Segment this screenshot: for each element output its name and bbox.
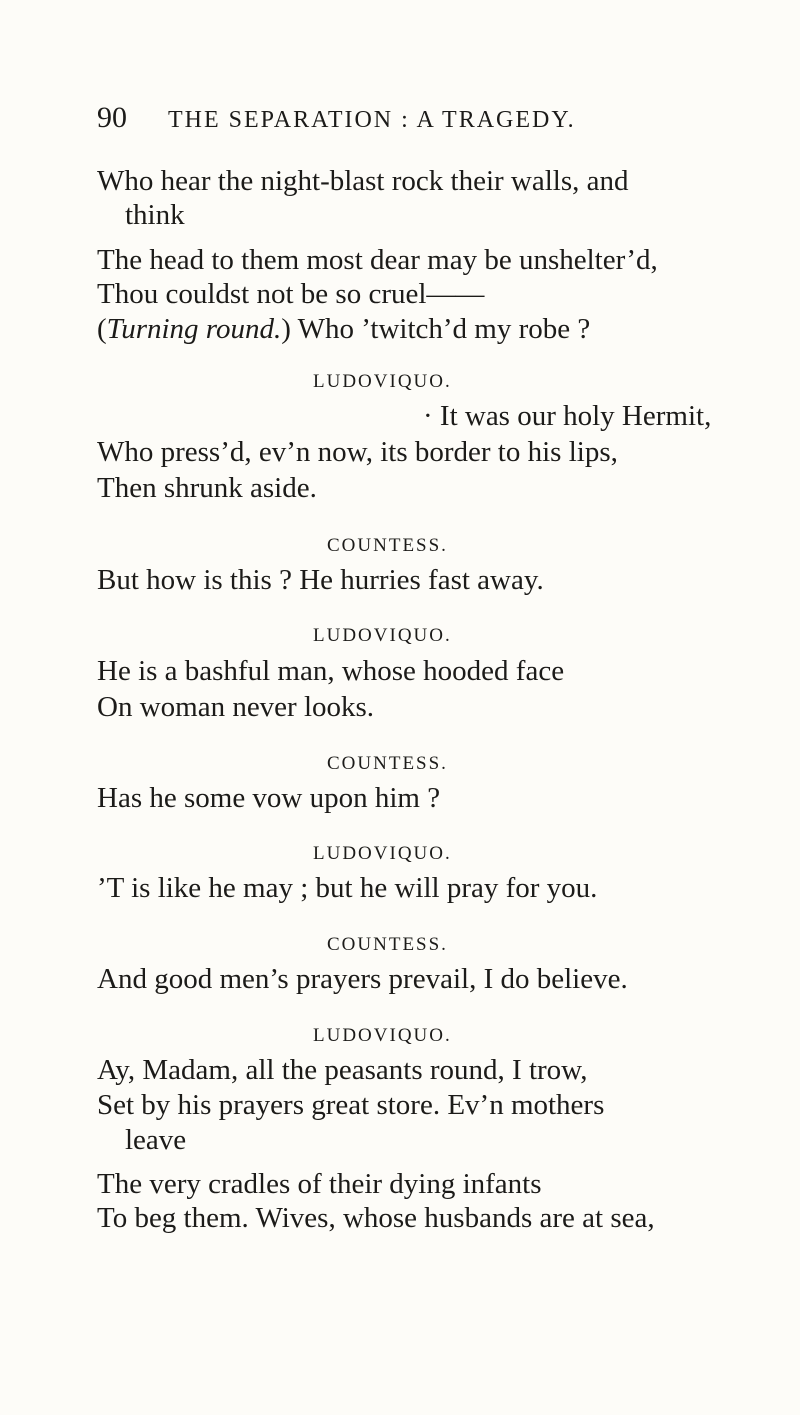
- verse-line-text: Who ’twitch’d my robe ?: [290, 313, 591, 345]
- verse-line: To beg them. Wives, whose husbands are at sea,: [97, 1202, 655, 1234]
- verse-line-continuation: think: [125, 199, 185, 231]
- page-header: [0, 103, 800, 133]
- verse-line-continuation: leave: [125, 1124, 187, 1156]
- speaker-name: LUDOVIQUO.: [313, 843, 452, 864]
- verse-line: The head to them most dear may be unshelter’d,: [97, 244, 658, 276]
- verse-line: He is a bashful man, whose hooded face: [97, 655, 565, 687]
- paren-close: ): [281, 313, 291, 345]
- verse-line: And good men’s prayers prevail, I do believe.: [97, 963, 628, 995]
- verse-line: Who press’d, ev’n now, its border to his lips,: [97, 436, 618, 468]
- running-head: THE SEPARATION : A TRAGEDY.: [168, 107, 576, 133]
- speaker-name: COUNTESS.: [327, 934, 448, 955]
- page-number: 90: [97, 101, 127, 134]
- verse-line: Then shrunk aside.: [97, 472, 317, 504]
- verse-line: Who hear the night-blast rock their walls, and: [97, 165, 629, 197]
- verse-line: On woman never looks.: [97, 691, 375, 723]
- verse-line: Set by his prayers great store. Ev’n mothers: [97, 1089, 605, 1121]
- speaker-name: LUDOVIQUO.: [313, 1025, 452, 1046]
- speaker-name: LUDOVIQUO.: [313, 371, 452, 392]
- verse-line: Thou couldst not be so cruel——: [97, 278, 485, 310]
- speaker-name: COUNTESS.: [327, 753, 448, 774]
- verse-line: · It was our holy Hermit,: [423, 400, 712, 432]
- verse-line: The very cradles of their dying infants: [97, 1168, 542, 1200]
- verse-line: But how is this ? He hurries fast away.: [97, 564, 544, 596]
- verse-line: Ay, Madam, all the peasants round, I trow,: [97, 1054, 588, 1086]
- verse-line: [97, 311, 590, 347]
- speaker-name: COUNTESS.: [327, 535, 448, 556]
- paren-open: (: [97, 313, 107, 345]
- verse-line: ’T is like he may ; but he will pray for you.: [97, 872, 598, 904]
- speaker-name: LUDOVIQUO.: [313, 625, 452, 646]
- verse-line: Has he some vow upon him ?: [97, 782, 441, 814]
- stage-direction: Turning round.: [106, 313, 282, 345]
